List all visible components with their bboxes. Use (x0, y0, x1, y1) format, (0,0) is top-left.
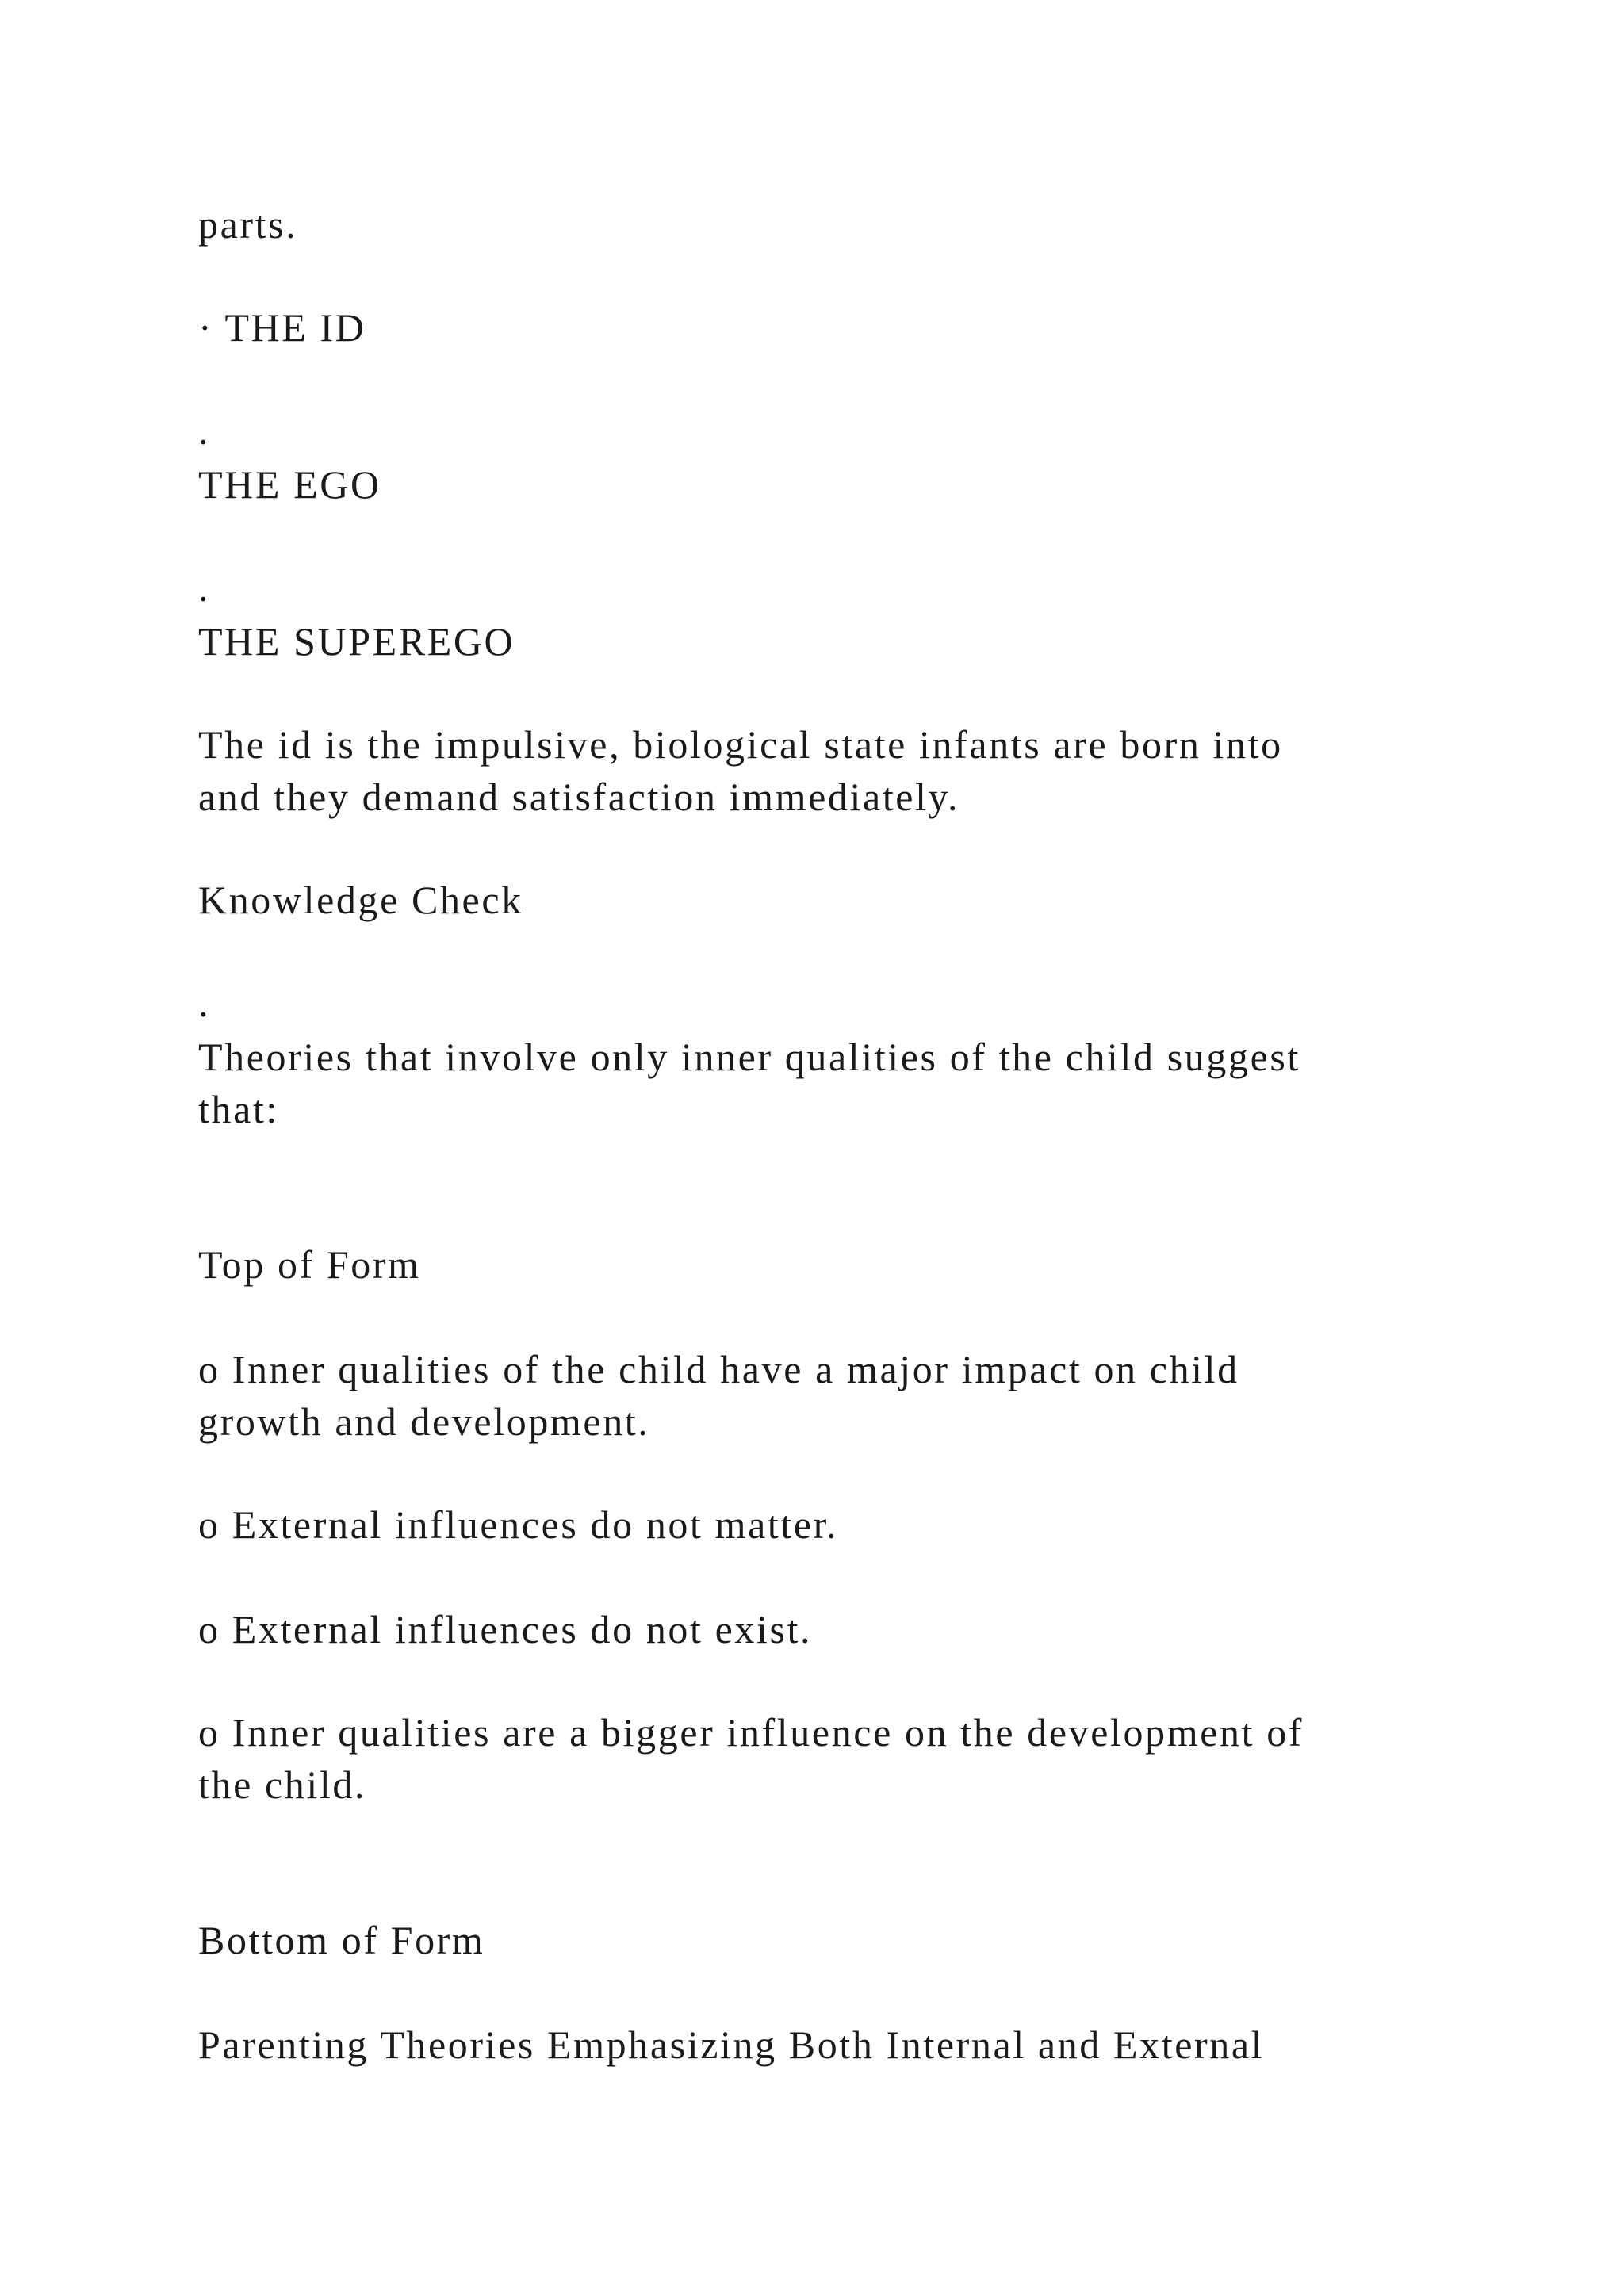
bullet-dot: . (198, 408, 211, 453)
answer-option: o Inner qualities of the child have a major impact on child (198, 1347, 1239, 1391)
bullet-dot: . (198, 565, 211, 610)
text-line: parts. (198, 202, 298, 247)
answer-option: o External influences do not matter. (198, 1502, 839, 1547)
question-line: that: (198, 1087, 279, 1131)
section-heading: Knowledge Check (198, 878, 523, 922)
list-item-id: · THE ID (198, 305, 366, 350)
form-marker-top: Top of Form (198, 1242, 421, 1287)
answer-option: o External influences do not exist. (198, 1607, 813, 1651)
answer-option: the child. (198, 1762, 367, 1807)
answer-option: growth and development. (198, 1399, 650, 1444)
paragraph-line: The id is the impulsive, biological state infants are born into (198, 722, 1283, 767)
bullet-dot: . (198, 981, 211, 1025)
list-item-superego: THE SUPEREGO (198, 619, 515, 664)
paragraph-line: and they demand satisfaction immediately. (198, 775, 960, 819)
section-heading: Parenting Theories Emphasizing Both Internal and External (198, 2022, 1265, 2067)
answer-option: o Inner qualities are a bigger influence on the development of (198, 1710, 1304, 1755)
question-line: Theories that involve only inner qualities of the child suggest (198, 1035, 1300, 1079)
form-marker-bottom: Bottom of Form (198, 1918, 485, 1962)
list-item-ego: THE EGO (198, 462, 381, 507)
